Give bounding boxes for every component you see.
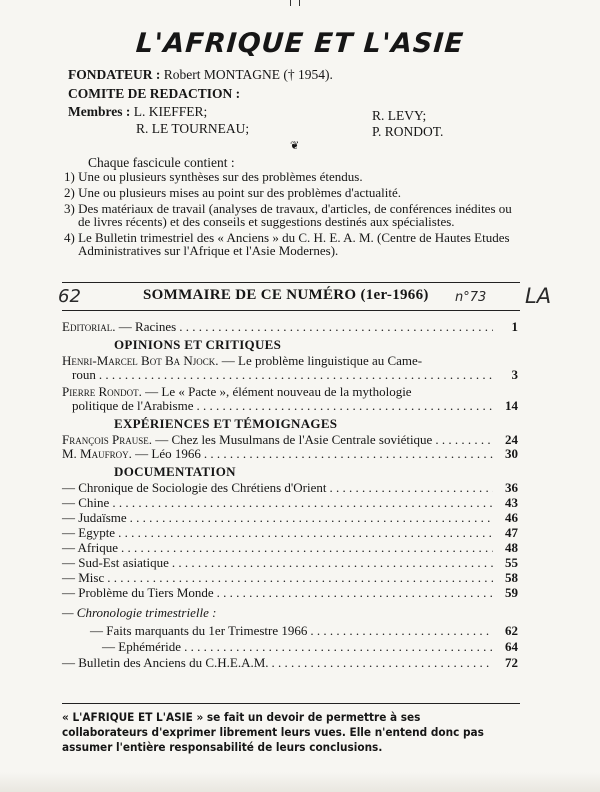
membres-label: Membres : — [68, 104, 131, 119]
toc-entry-maufroy — [62, 447, 518, 461]
toc-title: — Bulletin des Anciens du C.H.E.A.M. — [62, 655, 269, 670]
toc-page: 48 — [505, 540, 518, 555]
sommaire-rule — [62, 310, 520, 311]
member-letourneau: R. LE TOURNEAU; — [136, 121, 250, 136]
disclaimer: « L'AFRIQUE ET L'ASIE » se fait un devoir de permettre à ses collaborateurs d'exprimer librement leurs vues. Elle n'entend donc pas assumer l'entière responsabilité de leurs conclusions. — [62, 711, 484, 754]
intro-lead: Chaque fascicule contient : — [88, 155, 235, 170]
toc-title: — Le « Pacte », élément nouveau de la mythologie — [145, 384, 412, 399]
top-rule — [62, 282, 520, 283]
sommaire-heading — [143, 287, 429, 304]
toc-title: — Ephéméride — [102, 639, 182, 654]
toc-page: 36 — [505, 480, 518, 495]
fondateur-label: FONDATEUR : — [68, 67, 161, 82]
toc-page: 24 — [505, 432, 518, 447]
section-documentation: DOCUMENTATION — [114, 464, 236, 479]
sommaire-title: SOMMAIRE DE CE NUMÉRO — [143, 287, 357, 303]
contents-list — [64, 170, 524, 260]
toc-title: — Léo 1966 — [135, 446, 201, 461]
sommaire-issue: (1er-1966) — [360, 287, 429, 303]
fondateur-line — [68, 67, 333, 83]
toc-title: — Misc — [62, 570, 105, 585]
toc-page: 59 — [505, 585, 518, 600]
toc-title: — Judaïsme — [62, 510, 127, 525]
member-kieffer: L. KIEFFER; — [133, 104, 208, 119]
section-opinions: OPINIONS ET CRITIQUES — [114, 337, 282, 352]
toc-entry-faits — [62, 624, 518, 638]
toc-page: 43 — [505, 495, 518, 510]
toc-entry-doc — [62, 526, 518, 540]
toc-page: 55 — [505, 555, 518, 570]
toc-title: — Sud-Est asiatique — [62, 555, 169, 570]
toc-page: 46 — [505, 510, 518, 525]
toc-page: 62 — [505, 623, 518, 638]
toc-title: — Faits marquants du 1er Trimestre 1966 — [90, 623, 308, 638]
toc-page: 1 — [511, 319, 518, 334]
toc-title: — Egypte — [62, 525, 116, 540]
toc-entry-bulletin — [62, 656, 518, 670]
list-item: 2) Une ou plusieurs mises au point sur des problèmes d'actualité. — [64, 185, 402, 200]
toc-title-cont: politique de l'Arabisme — [72, 398, 194, 413]
fleuron-ornament: ❦ — [290, 140, 300, 152]
toc-title: — Chez les Musulmans de l'Asie Centrale soviétique — [155, 432, 433, 447]
toc-entry-doc — [62, 586, 518, 600]
toc-entry-editorial — [62, 320, 518, 334]
comite-label: COMITE DE REDACTION : — [68, 86, 241, 101]
toc-entry-doc — [62, 556, 518, 570]
toc-title: — Problème du Tiers Monde — [62, 585, 214, 600]
toc-author: Pierre Rondot. — [62, 384, 142, 399]
table-of-contents — [62, 320, 518, 670]
toc-entry-doc — [62, 571, 518, 585]
toc-entry-doc — [62, 481, 518, 495]
toc-title: — Racines — [118, 319, 177, 334]
member-rondot: P. RONDOT. — [372, 124, 444, 139]
toc-page: 3 — [511, 367, 518, 382]
toc-entry-ephemeride — [62, 640, 518, 654]
bottom-rule — [62, 703, 520, 704]
handwritten-issue: n°73 — [455, 290, 487, 305]
toc-page: 64 — [505, 639, 518, 654]
member-levy: R. LEVY; — [372, 108, 427, 123]
handwritten-number: 62 — [58, 286, 81, 307]
toc-author: Henri-Marcel Bot Ba Njock. — [62, 353, 219, 368]
toc-entry-bot — [62, 354, 518, 382]
toc-title: — Afrique — [62, 540, 118, 555]
toc-title: — Chine — [62, 495, 110, 510]
toc-page: 58 — [505, 570, 518, 585]
toc-entry-doc — [62, 511, 518, 525]
membres-line — [68, 104, 207, 120]
toc-author: François Prause. — [62, 432, 152, 447]
toc-entry-doc — [62, 541, 518, 555]
toc-entry-prause — [62, 433, 518, 447]
list-item: 1) Une ou plusieurs synthèses sur des problèmes étendus. — [64, 169, 363, 184]
list-item: 3) Des matériaux de travail (analyses de travaux, d'articles, de conférences inédites ou de livres récents) et des conseils et suggestions destinés aux spécialistes. — [64, 201, 512, 229]
handwritten-initials: LA — [525, 284, 552, 308]
page-edge — [0, 772, 600, 792]
toc-page: 30 — [505, 446, 518, 461]
toc-title: — Chronique de Sociologie des Chrétiens d'Orient — [62, 480, 327, 495]
section-experiences: EXPÉRIENCES ET TÉMOIGNAGES — [114, 416, 338, 431]
journal-title: L'AFRIQUE ET L'ASIE — [134, 28, 466, 59]
toc-title: — Le problème linguistique au Came- — [221, 353, 423, 368]
toc-author: Editorial. — [62, 319, 116, 334]
fondateur-name: Robert MONTAGNE († 1954). — [163, 67, 333, 82]
toc-page: 72 — [505, 655, 518, 670]
list-item: 4) Le Bulletin trimestriel des « Anciens » du C. H. E. A. M. (Centre de Hautes Etudes Administratives sur l'Afrique et l'Asie Modernes). — [64, 230, 510, 258]
toc-title-cont: roun — [72, 367, 96, 382]
chronologie-heading: — Chronologie trimestrielle : — [62, 605, 217, 620]
toc-page: 14 — [505, 398, 518, 413]
toc-page: 47 — [505, 525, 518, 540]
staple-mark — [290, 0, 300, 6]
toc-entry-doc — [62, 496, 518, 510]
toc-author: M. Maufroy. — [62, 446, 132, 461]
toc-entry-rondot — [62, 385, 518, 413]
